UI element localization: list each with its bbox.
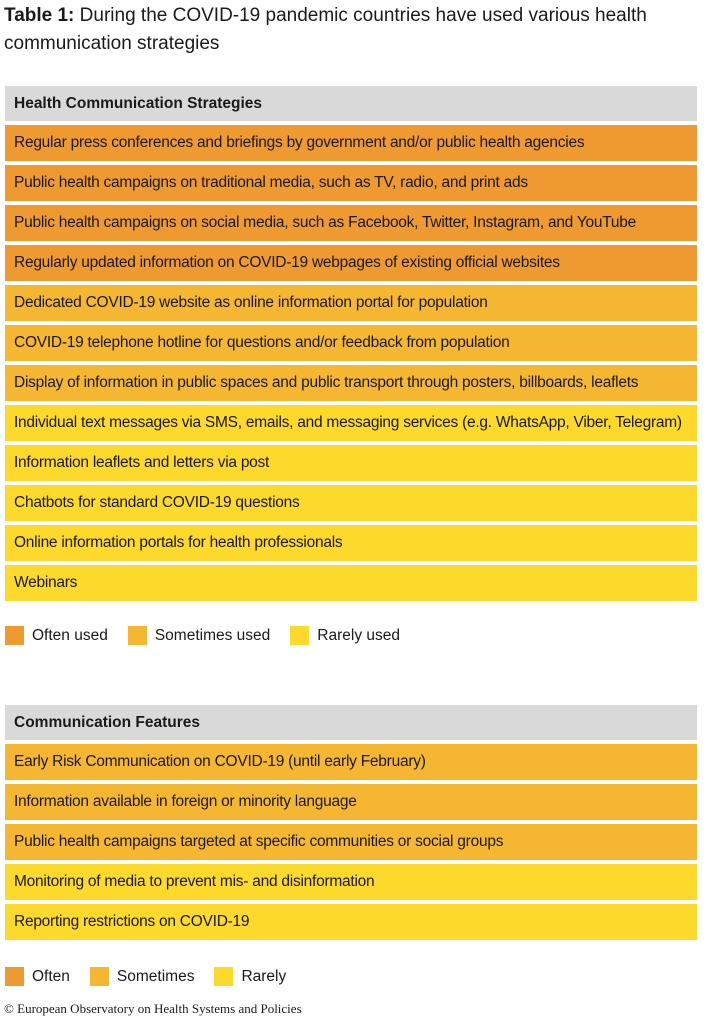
- table-row: Display of information in public spaces and public transport through posters, billboards, leaflets: [5, 365, 697, 401]
- legend-item-sometimes: [90, 967, 195, 986]
- table-row: Information leaflets and letters via post: [5, 445, 697, 481]
- legend-label-sometimes: Sometimes used: [154, 626, 271, 644]
- sometimes-swatch-icon: [128, 626, 147, 645]
- table-row: Information available in foreign or minority language: [5, 784, 697, 820]
- strategies-legend: [5, 626, 420, 645]
- table-row: Dedicated COVID-19 website as online information portal for population: [5, 285, 697, 321]
- table-row: Reporting restrictions on COVID-19: [5, 904, 697, 940]
- table-row: Public health campaigns on social media, such as Facebook, Twitter, Instagram, and YouTube: [5, 205, 697, 241]
- table-row: Webinars: [5, 565, 697, 601]
- table-title-label: Table 1:: [4, 5, 75, 26]
- legend-item-sometimes: [128, 626, 270, 645]
- copyright-footer: © European Observatory on Health Systems and Policies: [4, 1001, 302, 1016]
- legend-item-rarely: [214, 967, 286, 986]
- legend-label-often: Often: [32, 967, 70, 985]
- legend-item-rarely: [290, 626, 400, 645]
- legend-label-often: Often used: [32, 626, 108, 644]
- sometimes-swatch-icon: [90, 967, 109, 986]
- often-swatch-icon: [5, 626, 24, 645]
- features-legend: [5, 967, 306, 986]
- table-title: [4, 2, 704, 58]
- table-row: Public health campaigns targeted at specific communities or social groups: [5, 824, 697, 860]
- table-row: Monitoring of media to prevent mis- and disinformation: [5, 864, 697, 900]
- features-table-header: Communication Features: [5, 705, 697, 740]
- table-row: Individual text messages via SMS, emails, and messaging services (e.g. WhatsApp, Viber, Telegram): [5, 405, 697, 441]
- table-title-text: During the COVID-19 pandemic countries have used various health communication strategies: [4, 5, 647, 54]
- legend-item-often: [5, 626, 108, 645]
- legend-label-sometimes: Sometimes: [116, 967, 195, 985]
- features-table: [5, 705, 697, 944]
- often-swatch-icon: [5, 967, 24, 986]
- rarely-swatch-icon: [290, 626, 309, 645]
- strategies-table-header: Health Communication Strategies: [5, 86, 697, 121]
- table-row: Regularly updated information on COVID-19 webpages of existing official websites: [5, 245, 697, 281]
- legend-item-often: [5, 967, 70, 986]
- table-row: Public health campaigns on traditional media, such as TV, radio, and print ads: [5, 165, 697, 201]
- rarely-swatch-icon: [214, 967, 233, 986]
- table-row: Early Risk Communication on COVID-19 (until early February): [5, 744, 697, 780]
- legend-label-rarely: Rarely: [241, 967, 287, 985]
- legend-label-rarely: Rarely used: [317, 626, 400, 644]
- strategies-table: [5, 86, 697, 605]
- table-row: Online information portals for health professionals: [5, 525, 697, 561]
- table-row: Regular press conferences and briefings by government and/or public health agencies: [5, 125, 697, 161]
- table-row: Chatbots for standard COVID-19 questions: [5, 485, 697, 521]
- table-row: COVID-19 telephone hotline for questions and/or feedback from population: [5, 325, 697, 361]
